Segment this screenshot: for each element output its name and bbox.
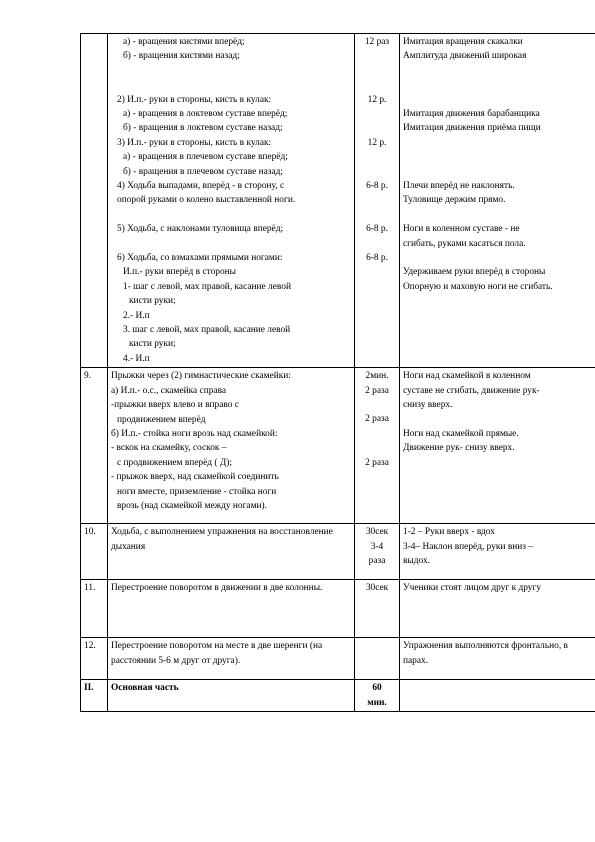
exercise-line: - прыжок вверх, над скамейкой соединить xyxy=(111,472,279,483)
dosage-cell xyxy=(355,580,400,638)
note-line: Ноги в коленном суставе - не xyxy=(403,224,520,235)
notes-cell xyxy=(400,638,595,680)
exercise-line: - вскок на скамейку, соскок – xyxy=(111,443,227,454)
exercise-line: а) - вращения кистями вперёд; xyxy=(123,37,245,47)
note-line: Имитация движения барабанщика xyxy=(403,108,540,119)
row-number-cell: 12. xyxy=(81,638,108,680)
note-text: Упражнения выполняются фронтально, в парах. xyxy=(403,641,568,666)
note-line: снизу вверх. xyxy=(403,400,453,411)
dosage-value: 6-8 р. xyxy=(366,180,388,191)
exercise-line: 2.- И.п xyxy=(123,310,150,321)
dosage-cell xyxy=(355,638,400,680)
row-number-cell: 11. xyxy=(81,580,108,638)
table-row xyxy=(81,680,595,712)
exercise-line: б) - вращения в плечевом суставе назад; xyxy=(123,166,284,177)
dosage-value: 6-8 р. xyxy=(366,224,388,235)
dosage-value: 6-8 р. xyxy=(366,252,388,263)
exercise-line: а) - вращения в плечевом суставе вперёд; xyxy=(123,152,288,163)
dosage-value: 30сек xyxy=(365,583,389,594)
note-line: Ноги над скамейкой в коленном xyxy=(403,371,531,382)
exercise-line: -прыжки вверх влево и вправо с xyxy=(111,400,239,411)
exercise-line: опорой руками о колено выставленной ноги. xyxy=(117,195,296,206)
section-number-cell: II. xyxy=(81,680,108,712)
exercise-line: 4.- И.п xyxy=(123,353,150,364)
lesson-plan-table xyxy=(80,33,595,712)
note-line: Имитация вращения скакалки xyxy=(403,37,523,47)
note-line: Плечи вперёд не наклонять. xyxy=(403,180,515,191)
row-number-cell xyxy=(81,34,108,368)
note-line: Удерживаем руки вперёд в стороны xyxy=(403,267,546,278)
note-text: Ученики стоят лицом друг к другу xyxy=(403,583,542,594)
table-row xyxy=(81,368,595,524)
note-line: Амплитуда движений широкая xyxy=(403,51,527,62)
exercise-line: б) И.п.- стойка ноги врозь над скамейкой: xyxy=(111,428,278,439)
section-title-cell xyxy=(108,680,355,712)
dosage-cell xyxy=(355,368,400,524)
exercise-cell xyxy=(108,368,355,524)
dosage-value: 12 р. xyxy=(367,137,387,148)
table-row xyxy=(81,580,595,638)
notes-cell xyxy=(400,580,595,638)
exercise-line: 3. шаг с левой, мах правой, касание левой xyxy=(123,325,291,336)
note-line: Имитация движения приёма пищи xyxy=(403,123,541,134)
exercise-line: 6) Ходьба, со взмахами прямыми ногами: xyxy=(117,253,283,264)
exercise-line: кисти руки; xyxy=(129,296,176,307)
dosage-value: мин. xyxy=(367,697,387,708)
section-title: Основная часть xyxy=(111,683,179,694)
notes-cell xyxy=(400,680,595,712)
dosage-cell xyxy=(355,680,400,712)
exercise-cell xyxy=(108,580,355,638)
dosage-value: 2мин. xyxy=(365,371,389,382)
exercise-line: 1- шаг с левой, мах правой, касание левой xyxy=(123,281,291,292)
exercise-line: с продвижением вперёд ( Д); xyxy=(117,457,232,468)
exercise-line: б) - вращения кистями назад; xyxy=(123,51,240,62)
exercise-line: Прыжки через (2) гимнастические скамейки: xyxy=(111,371,291,382)
dosage-value: 12 раз xyxy=(364,37,390,47)
exercise-line: а) И.п.- о.с., скамейка справа xyxy=(111,385,227,396)
dosage-value: 2 раза xyxy=(365,385,389,396)
exercise-cell xyxy=(108,524,355,580)
note-line: выдох. xyxy=(403,556,430,567)
dosage-cell xyxy=(355,34,400,368)
dosage-value: 12 р. xyxy=(367,94,387,105)
notes-cell xyxy=(400,524,595,580)
dosage-value: 3-4 xyxy=(370,541,384,552)
exercise-cell xyxy=(108,638,355,680)
exercise-line: б) - вращения в локтевом суставе назад; xyxy=(123,123,283,134)
exercise-cell xyxy=(108,34,355,368)
exercise-line: И.п.- руки вперёд в стороны xyxy=(123,267,236,278)
note-line: Движение рук- снизу вверх. xyxy=(403,443,515,454)
note-line: Туловище держим прямо. xyxy=(403,195,506,206)
row-number-cell: 9. xyxy=(81,368,108,524)
note-line: Ноги над скамейкой прямые. xyxy=(403,428,519,439)
dosage-value: 60 xyxy=(372,683,382,694)
note-line: Опорную и маховую ноги не сгибать. xyxy=(403,281,553,292)
exercise-line: 3) И.п.- руки в стороны, кисть в кулак: xyxy=(117,137,272,148)
exercise-line: врозь (над скамейкой между ногами). xyxy=(117,500,268,511)
note-line: 3-4– Наклон вперёд, руки вниз – xyxy=(403,541,534,552)
row-number-cell: 10. xyxy=(81,524,108,580)
dosage-value: 2 раза xyxy=(365,414,389,425)
exercise-line: ноги вместе, приземление - стойка ноги xyxy=(117,486,277,497)
table-row xyxy=(81,638,595,680)
note-line: сгибать, руками касаться пола. xyxy=(403,238,526,249)
table-row xyxy=(81,34,595,368)
exercise-line: 4) Ходьба выпадами, вперёд - в сторону, с xyxy=(117,181,285,192)
exercise-text: Ходьба, с выполнением упражнения на восстановление дыхания xyxy=(111,527,333,552)
notes-cell xyxy=(400,34,595,368)
table-row xyxy=(81,524,595,580)
exercise-text: Перестроение поворотом в движении в две колонны. xyxy=(111,583,323,594)
dosage-value: 30сек xyxy=(365,527,389,538)
notes-cell xyxy=(400,368,595,524)
note-line: суставе не сгибать, движение рук- xyxy=(403,385,540,396)
note-line: 1-2 – Руки вверх - вдох xyxy=(403,527,495,538)
exercise-line: 5) Ходьба, с наклонами туловища вперёд; xyxy=(117,224,284,235)
exercise-line: продвижением вперёд xyxy=(117,414,206,425)
dosage-cell xyxy=(355,524,400,580)
dosage-value: 2 раза xyxy=(365,457,389,468)
exercise-text: Перестроение поворотом на месте в две шеренги (на расстоянии 5-6 м друг от друга). xyxy=(111,641,323,666)
exercise-line: 2) И.п.- руки в стороны, кисть в кулак: xyxy=(117,94,272,105)
exercise-line: кисти руки; xyxy=(129,339,176,350)
exercise-line: а) - вращения в локтевом суставе вперёд; xyxy=(123,109,288,119)
dosage-value: раза xyxy=(368,556,386,567)
